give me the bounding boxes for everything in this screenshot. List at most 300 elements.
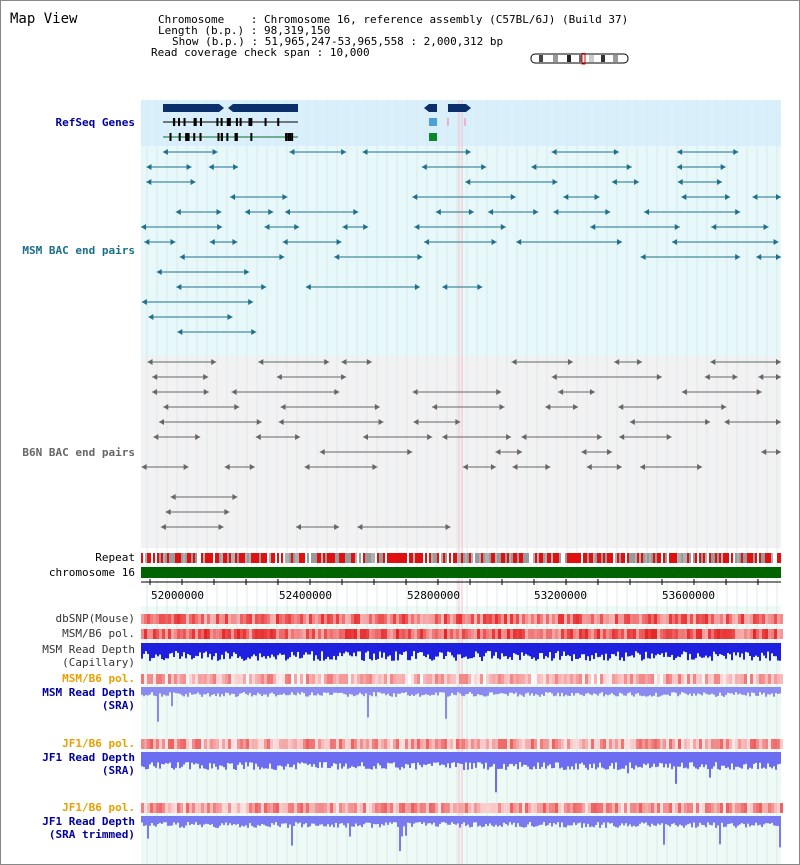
jf1-depth-trimmed-bar bbox=[511, 816, 513, 825]
dbsnp-heat-cell bbox=[522, 614, 525, 624]
msm-bac-arrow bbox=[289, 149, 294, 155]
msm-depth-capillary-bar bbox=[667, 643, 669, 657]
msm-depth-capillary-bar bbox=[755, 643, 757, 656]
msm-depth-capillary-bar bbox=[175, 643, 177, 651]
dbsnp-heat-cell bbox=[396, 614, 399, 624]
msm-b6-pol-sra-heat-cell bbox=[507, 674, 510, 684]
jf1-depth-sra-bar bbox=[331, 752, 333, 766]
msm-depth-capillary-bar bbox=[423, 643, 425, 656]
msm-depth-capillary-bar bbox=[613, 643, 615, 654]
msm-depth-capillary-bar bbox=[619, 643, 621, 660]
repeat-segment bbox=[703, 553, 705, 563]
jf1-depth-trimmed-bar bbox=[429, 816, 431, 823]
msm-depth-sra-bar bbox=[241, 687, 243, 693]
jf1-depth-sra-bar bbox=[583, 752, 585, 765]
repeat-segment bbox=[549, 553, 551, 563]
msm-depth-sra-bar bbox=[713, 687, 715, 695]
msm-bac-arrow bbox=[216, 209, 221, 215]
jf1-depth-sra-bar bbox=[357, 752, 359, 766]
msm-depth-capillary-bar bbox=[605, 643, 607, 654]
jf1-b6-pol-heat-cell bbox=[405, 739, 408, 749]
jf1-b6-pol-heat-cell bbox=[648, 739, 651, 749]
jf1-b6-pol-trimmed-heat-cell bbox=[507, 803, 510, 813]
b6n-bac-arrow bbox=[758, 374, 763, 380]
msm-depth-sra-bar bbox=[539, 687, 541, 697]
msm-depth-capillary-bar bbox=[533, 643, 535, 658]
msm-depth-capillary-bar bbox=[689, 643, 691, 654]
jf1-b6-pol-heat-cell bbox=[636, 739, 639, 749]
msm-b6-pol-sra-heat-cell bbox=[417, 674, 420, 684]
jf1-depth-sra-bar bbox=[463, 752, 465, 770]
jf1-depth-sra-bar bbox=[709, 752, 711, 778]
jf1-depth-trimmed-bar bbox=[603, 816, 605, 823]
msm-depth-capillary-bar bbox=[393, 643, 395, 661]
jf1-depth-sra-bar bbox=[717, 752, 719, 769]
jf1-depth-trimmed-bar bbox=[151, 816, 153, 823]
msm-depth-sra-bar bbox=[579, 687, 581, 694]
jf1-depth-trimmed-bar bbox=[613, 816, 615, 826]
jf1-depth-trimmed-bar bbox=[707, 816, 709, 822]
jf1-depth-trimmed-bar bbox=[509, 816, 511, 822]
repeat-segment bbox=[727, 553, 729, 563]
msm-b6-pol-heat-cell bbox=[771, 629, 774, 639]
msm-depth-capillary-bar bbox=[185, 643, 187, 658]
jf1-b6-pol-heat-cell bbox=[681, 739, 684, 749]
repeat-segment bbox=[155, 553, 157, 563]
b6n-bac-arrow bbox=[341, 359, 346, 365]
dbsnp-heat-cell bbox=[510, 614, 513, 624]
jf1-b6-pol-trimmed-heat-cell bbox=[237, 803, 240, 813]
msm-depth-sra-bar bbox=[559, 687, 561, 696]
msm-depth-sra-bar bbox=[385, 687, 387, 695]
jf1-b6-pol-trimmed-heat-cell bbox=[387, 803, 390, 813]
jf1-depth-trimmed-bar bbox=[773, 816, 775, 825]
msm-b6-pol-sra-heat-cell bbox=[192, 674, 195, 684]
jf1-depth-trimmed-bar bbox=[525, 816, 527, 827]
jf1-depth-sra-bar bbox=[597, 752, 599, 767]
msm-b6-pol-heat-cell bbox=[204, 629, 207, 639]
msm-depth-capillary-bar bbox=[143, 643, 145, 654]
repeat-segment bbox=[563, 553, 565, 563]
msm-depth-sra-bar bbox=[679, 687, 681, 695]
dbsnp-heat-cell bbox=[201, 614, 204, 624]
msm-bac-label[interactable]: MSM BAC end pairs bbox=[22, 244, 135, 257]
msm-depth-capillary-bar bbox=[717, 643, 719, 656]
dbsnp-heat-cell bbox=[747, 614, 750, 624]
repeat-segment bbox=[417, 553, 419, 563]
msm-b6-pol-sra-heat-cell bbox=[231, 674, 234, 684]
repeat-segment bbox=[757, 553, 759, 563]
msm-b6-pol-sra-heat-cell bbox=[270, 674, 273, 684]
jf1-b6-pol-heat-cell bbox=[684, 739, 687, 749]
jf1-b6-pol-heat-cell bbox=[609, 739, 612, 749]
msm-depth-capillary-bar bbox=[267, 643, 269, 656]
jf1-depth-sra-bar bbox=[751, 752, 753, 769]
dbsnp-heat-cell bbox=[351, 614, 354, 624]
msm-depth-sra-bar bbox=[611, 687, 613, 693]
jf1-depth-sra-bar bbox=[609, 752, 611, 766]
jf1-depth-trimmed-bar bbox=[677, 816, 679, 827]
jf1-depth-trimmed-bar bbox=[285, 816, 287, 823]
msm-b6-pol-sra-heat-cell bbox=[774, 674, 777, 684]
msm-bac-arrow bbox=[342, 224, 347, 230]
jf1-b6-pol-heat-cell bbox=[411, 739, 414, 749]
msm-depth-sra-bar bbox=[693, 687, 695, 693]
jf1-depth-trimmed-bar bbox=[601, 816, 603, 825]
dbsnp-heat-cell bbox=[600, 614, 603, 624]
msm-depth-capillary-bar bbox=[275, 643, 277, 659]
msm-depth-sra-bar bbox=[485, 687, 487, 696]
msm-b6-pol-heat-cell bbox=[648, 629, 651, 639]
msm-depth-capillary-bar bbox=[627, 643, 629, 656]
msm-depth-sra-bar bbox=[197, 687, 199, 693]
jf1-depth-trimmed-bar bbox=[321, 816, 323, 824]
msm-depth-sra-bar bbox=[601, 687, 603, 692]
jf1-depth-sra-bar bbox=[525, 752, 527, 765]
msm-bac-arrow bbox=[678, 179, 683, 185]
msm-depth-sra-bar bbox=[521, 687, 523, 695]
msm-bac-arrow bbox=[261, 284, 266, 290]
jf1-depth-trimmed-bar bbox=[353, 816, 355, 827]
msm-depth-capillary-bar bbox=[459, 643, 461, 654]
jf1-b6-pol-heat-cell bbox=[249, 739, 252, 749]
jf1-depth-trimmed-bar bbox=[757, 816, 759, 825]
jf1-depth-sra-bar bbox=[681, 752, 683, 763]
repeat-segment bbox=[457, 553, 459, 563]
msm-depth-capillary-bar bbox=[299, 643, 301, 658]
jf1-b6-pol-trimmed-heat-cell bbox=[414, 803, 417, 813]
msm-depth-capillary-bar bbox=[149, 643, 151, 661]
jf1-b6-pol-trimmed-heat-cell bbox=[462, 803, 465, 813]
jf1-depth-sra-bar bbox=[397, 752, 399, 768]
msm-b6-pol-sra-heat-cell bbox=[447, 674, 450, 684]
msm-bac-arrow bbox=[180, 254, 185, 260]
jf1-depth-sra-bar bbox=[261, 752, 263, 768]
dbsnp-heat-cell bbox=[573, 614, 576, 624]
msm-bac-arrow bbox=[469, 209, 474, 215]
b6n-bac-arrow bbox=[258, 359, 263, 365]
jf1-depth-trimmed-bar bbox=[745, 816, 747, 827]
msm-depth-sra-bar bbox=[519, 687, 521, 694]
repeat-segment bbox=[507, 553, 509, 563]
jf1-b6-pol-heat-cell bbox=[699, 739, 702, 749]
jf1-b6-pol-heat-cell bbox=[561, 739, 564, 749]
b6n-bac-arrow bbox=[148, 359, 153, 365]
dbsnp-heat-cell bbox=[645, 614, 648, 624]
msm-b6-pol-heat-cell bbox=[363, 629, 366, 639]
msm-depth-sra-bar bbox=[503, 687, 505, 694]
jf1-depth-trimmed-bar bbox=[289, 816, 291, 825]
jf1-b6-pol-trimmed-heat-cell bbox=[432, 803, 435, 813]
msm-b6-pol-heat-cell bbox=[750, 629, 753, 639]
jf1-depth-trimmed-bar bbox=[203, 816, 205, 825]
jf1-depth-sra-bar bbox=[339, 752, 341, 763]
msm-b6-pol-heat-cell bbox=[231, 629, 234, 639]
jf1-depth-sra-bar bbox=[581, 752, 583, 763]
msm-depth-capillary-bar bbox=[317, 643, 319, 659]
jf1-depth-sra-bar bbox=[449, 752, 451, 768]
jf1-b6-pol-heat-cell bbox=[492, 739, 495, 749]
jf1-b6-pol-heat-cell bbox=[303, 739, 306, 749]
jf1-b6-pol-trimmed-heat-cell bbox=[756, 803, 759, 813]
msm-b6-pol-heat-cell bbox=[600, 629, 603, 639]
jf1-depth-sra-bar bbox=[629, 752, 631, 762]
jf1-depth-trimmed-bar bbox=[671, 816, 673, 824]
msm-b6-pol-heat-cell bbox=[459, 629, 462, 639]
msm-bac-arrow bbox=[268, 209, 273, 215]
msm-depth-sra-bar bbox=[491, 687, 493, 692]
msm-b6-pol-sra-heat-cell bbox=[462, 674, 465, 684]
jf1-depth-sra-bar bbox=[143, 752, 145, 767]
dbsnp-heat-cell bbox=[324, 614, 327, 624]
dbsnp-heat-cell bbox=[702, 614, 705, 624]
jf1-b6-pol-heat-cell bbox=[345, 739, 348, 749]
repeat-segment bbox=[573, 553, 575, 563]
jf1-depth-trimmed-bar bbox=[235, 816, 237, 825]
exon bbox=[291, 133, 293, 141]
b6n-bac-arrow bbox=[545, 404, 550, 410]
repeat-segment bbox=[577, 553, 579, 563]
dbsnp-heat-cell bbox=[480, 614, 483, 624]
msm-depth-sra-bar bbox=[329, 687, 331, 695]
msm-depth-sra-bar bbox=[401, 687, 403, 693]
repeat-segment bbox=[555, 553, 557, 563]
dbsnp-heat-cell bbox=[612, 614, 615, 624]
repeat-segment bbox=[305, 553, 307, 563]
jf1-b6-pol-label: JF1/B6 pol. bbox=[62, 737, 135, 750]
jf1-b6-pol-trimmed-heat-cell bbox=[765, 803, 768, 813]
msm-b6-pol-heat-cell bbox=[537, 629, 540, 639]
jf1-b6-pol-heat-cell bbox=[465, 739, 468, 749]
msm-b6-pol-heat-cell bbox=[549, 629, 552, 639]
repeat-segment bbox=[707, 553, 709, 563]
msm-depth-sra-bar bbox=[727, 687, 729, 693]
jf1-depth-trimmed-bar bbox=[599, 816, 601, 828]
msm-bac-arrow bbox=[141, 224, 146, 230]
jf1-depth-trimmed-bar bbox=[277, 816, 279, 826]
msm-depth-capillary-bar bbox=[703, 643, 705, 657]
jf1-depth-sra-bar bbox=[265, 752, 267, 768]
jf1-depth-trimmed-bar bbox=[611, 816, 613, 823]
jf1-b6-pol-heat-cell bbox=[174, 739, 177, 749]
msm-depth-sra-bar bbox=[467, 687, 469, 694]
dbsnp-heat-cell bbox=[291, 614, 294, 624]
jf1-depth-sra-bar bbox=[391, 752, 393, 763]
jf1-b6-pol-heat-cell bbox=[228, 739, 231, 749]
msm-depth-capillary-bar bbox=[597, 643, 599, 657]
msm-depth-sra-bar bbox=[771, 687, 773, 693]
repeat-segment bbox=[253, 553, 255, 563]
jf1-depth-sra-bar bbox=[247, 752, 249, 766]
msm-b6-pol-sra-heat-cell bbox=[690, 674, 693, 684]
jf1-depth-sra-bar bbox=[733, 752, 735, 770]
jf1-b6-pol-heat-cell bbox=[300, 739, 303, 749]
msm-depth-sra-bar bbox=[637, 687, 639, 693]
dbsnp-heat-cell bbox=[591, 614, 594, 624]
dbsnp-heat-cell bbox=[294, 614, 297, 624]
jf1-depth-trimmed-bar bbox=[355, 816, 357, 824]
msm-depth-sra-bar bbox=[723, 687, 725, 697]
genome-tracks-canvas[interactable] bbox=[1, 1, 800, 865]
dbsnp-heat-cell bbox=[369, 614, 372, 624]
jf1-depth-trimmed-bar bbox=[519, 816, 521, 827]
jf1-depth-sra-bar bbox=[745, 752, 747, 764]
jf1-depth-trimmed-bar bbox=[653, 816, 655, 825]
repeat-segment bbox=[667, 553, 669, 563]
jf1-b6-pol-heat-cell bbox=[216, 739, 219, 749]
jf1-depth-sra-bar bbox=[695, 752, 697, 768]
b6n-bac-arrow bbox=[166, 509, 171, 515]
msm-depth-capillary-bar bbox=[609, 643, 611, 658]
dbsnp-heat-cell bbox=[405, 614, 408, 624]
msm-depth-capillary-bar bbox=[431, 643, 433, 661]
dbsnp-heat-cell bbox=[453, 614, 456, 624]
msm-b6-pol-sra-heat-cell bbox=[756, 674, 759, 684]
repeat-segment bbox=[453, 553, 455, 563]
jf1-depth-trimmed-bar bbox=[483, 816, 485, 827]
msm-depth-sra-bar bbox=[409, 687, 411, 696]
jf1-depth-trimmed-bar bbox=[419, 816, 421, 822]
repeat-segment bbox=[679, 553, 681, 563]
msm-depth-sra-bar bbox=[417, 687, 419, 693]
msm-depth-sra-bar bbox=[423, 687, 425, 695]
jf1-depth-sra-bar bbox=[671, 752, 673, 769]
jf1-depth-sra-bar bbox=[675, 752, 677, 784]
msm-b6-pol-sra-heat-cell bbox=[684, 674, 687, 684]
repeat-segment bbox=[581, 553, 583, 563]
jf1-b6-pol-trimmed-heat-cell bbox=[336, 803, 339, 813]
jf1-depth-sra-bar bbox=[319, 752, 321, 762]
refseq-genes-label[interactable]: RefSeq Genes bbox=[55, 116, 135, 129]
jf1-b6-pol-heat-cell bbox=[768, 739, 771, 749]
msm-depth-sra-bar bbox=[407, 687, 409, 695]
msm-b6-pol-heat-cell bbox=[555, 629, 558, 639]
msm-b6-pol-sra-heat-cell bbox=[609, 674, 612, 684]
repeat-segment bbox=[599, 553, 601, 563]
jf1-depth-trimmed-bar bbox=[341, 816, 343, 823]
msm-b6-pol-sra-heat-cell bbox=[156, 674, 159, 684]
exon bbox=[218, 133, 220, 141]
msm-depth-capillary-bar bbox=[721, 643, 723, 655]
msm-b6-pol-heat-cell bbox=[396, 629, 399, 639]
jf1-b6-pol-trimmed-heat-cell bbox=[342, 803, 345, 813]
msm-b6-pol-sra-heat-cell bbox=[249, 674, 252, 684]
jf1-depth-sra-bar bbox=[445, 752, 447, 767]
jf1-b6-pol-heat-cell bbox=[414, 739, 417, 749]
jf1-b6-pol-heat-cell bbox=[753, 739, 756, 749]
jf1-depth-trimmed-bar bbox=[769, 816, 771, 824]
msm-b6-pol-heat-cell bbox=[438, 629, 441, 639]
msm-depth-sra-bar bbox=[275, 687, 277, 696]
jf1-depth-trimmed-bar bbox=[545, 816, 547, 826]
msm-bac-arrow bbox=[228, 314, 233, 320]
jf1-depth-sra-bar bbox=[501, 752, 503, 769]
repeat-segment bbox=[481, 553, 483, 563]
dbsnp-heat-cell bbox=[222, 614, 225, 624]
msm-b6-pol-sra-heat-cell bbox=[552, 674, 555, 684]
jf1-b6-pol-trimmed-heat-cell bbox=[663, 803, 666, 813]
dbsnp-heat-cell bbox=[504, 614, 507, 624]
msm-depth-sra-bar bbox=[383, 687, 385, 693]
b6n-bac-arrow bbox=[597, 434, 602, 440]
repeat-segment bbox=[675, 553, 677, 563]
msm-b6-pol-sra-heat-cell bbox=[762, 674, 765, 684]
jf1-depth-sra-bar bbox=[241, 752, 243, 765]
msm-depth-sra-bar bbox=[509, 687, 511, 693]
b6n-bac-arrow bbox=[442, 434, 447, 440]
msm-depth-sra-bar bbox=[231, 687, 233, 694]
dbsnp-heat-cell bbox=[450, 614, 453, 624]
repeat-segment bbox=[199, 553, 201, 563]
jf1-b6-pol-trimmed-heat-cell bbox=[612, 803, 615, 813]
repeat-segment bbox=[261, 553, 263, 563]
b6n-bac-arrow bbox=[657, 374, 662, 380]
dbsnp-heat-cell bbox=[606, 614, 609, 624]
msm-depth-sra-bar bbox=[321, 687, 323, 696]
jf1-b6-pol-trimmed-heat-cell bbox=[693, 803, 696, 813]
msm-bac-arrow bbox=[764, 224, 769, 230]
dbsnp-heat-cell bbox=[762, 614, 765, 624]
jf1-depth-trimmed-bar bbox=[301, 816, 303, 827]
b6n-bac-label[interactable]: B6N BAC end pairs bbox=[22, 446, 135, 459]
msm-b6-pol-sra-heat-cell bbox=[594, 674, 597, 684]
jf1-depth-trimmed-bar bbox=[561, 816, 563, 823]
repeat-segment bbox=[395, 553, 397, 563]
msm-depth-sra-bar bbox=[277, 687, 279, 695]
jf1-depth-trimmed-bar bbox=[729, 816, 731, 824]
msm-depth-capillary-bar bbox=[493, 643, 495, 656]
dbsnp-heat-cell bbox=[363, 614, 366, 624]
msm-depth-capillary-bar bbox=[593, 643, 595, 659]
jf1-depth-sra-bar bbox=[721, 752, 723, 766]
msm-depth-capillary-bar bbox=[347, 643, 349, 652]
msm-b6-pol-heat-cell bbox=[660, 629, 663, 639]
jf1-b6-pol-trimmed-heat-cell bbox=[174, 803, 177, 813]
jf1-b6-pol-trimmed-heat-cell bbox=[459, 803, 462, 813]
jf1-depth-sra-bar bbox=[619, 752, 621, 769]
msm-depth-capillary-bar bbox=[537, 643, 539, 659]
jf1-depth-trimmed-bar bbox=[585, 816, 587, 827]
msm-b6-pol-sra-heat-cell bbox=[735, 674, 738, 684]
msm-depth-capillary-bar bbox=[659, 643, 661, 655]
msm-b6-pol-heat-cell bbox=[726, 629, 729, 639]
msm-depth-capillary-bar bbox=[473, 643, 475, 657]
msm-depth-sra-bar bbox=[363, 687, 365, 696]
dbsnp-heat-cell bbox=[552, 614, 555, 624]
jf1-depth-trimmed-bar bbox=[505, 816, 507, 824]
jf1-b6-pol-heat-cell bbox=[519, 739, 522, 749]
jf1-b6-pol-trimmed-heat-cell bbox=[750, 803, 753, 813]
jf1-depth-sra-bar bbox=[535, 752, 537, 769]
jf1-b6-pol-trimmed-heat-cell bbox=[186, 803, 189, 813]
repeat-segment bbox=[231, 553, 233, 563]
jf1-depth-trimmed-bar bbox=[573, 816, 575, 823]
msm-b6-pol-sra-heat-cell bbox=[759, 674, 762, 684]
msm-bac-arrow bbox=[776, 194, 781, 200]
jf1-depth-trimmed-bar bbox=[667, 816, 669, 825]
jf1-b6-pol-trimmed-heat-cell bbox=[393, 803, 396, 813]
jf1-depth-sra-bar bbox=[677, 752, 679, 767]
jf1-b6-pol-heat-cell bbox=[747, 739, 750, 749]
jf1-depth-trimmed-bar bbox=[319, 816, 321, 825]
jf1-depth-trimmed-bar bbox=[687, 816, 689, 824]
repeat-segment bbox=[465, 553, 467, 563]
jf1-b6-pol-heat-cell bbox=[489, 739, 492, 749]
msm-b6-pol-sra-heat-cell bbox=[657, 674, 660, 684]
jf1-depth-sra-bar bbox=[719, 752, 721, 770]
msm-b6-pol-sra-heat-cell bbox=[540, 674, 543, 684]
jf1-depth-trimmed-bar bbox=[659, 816, 661, 825]
